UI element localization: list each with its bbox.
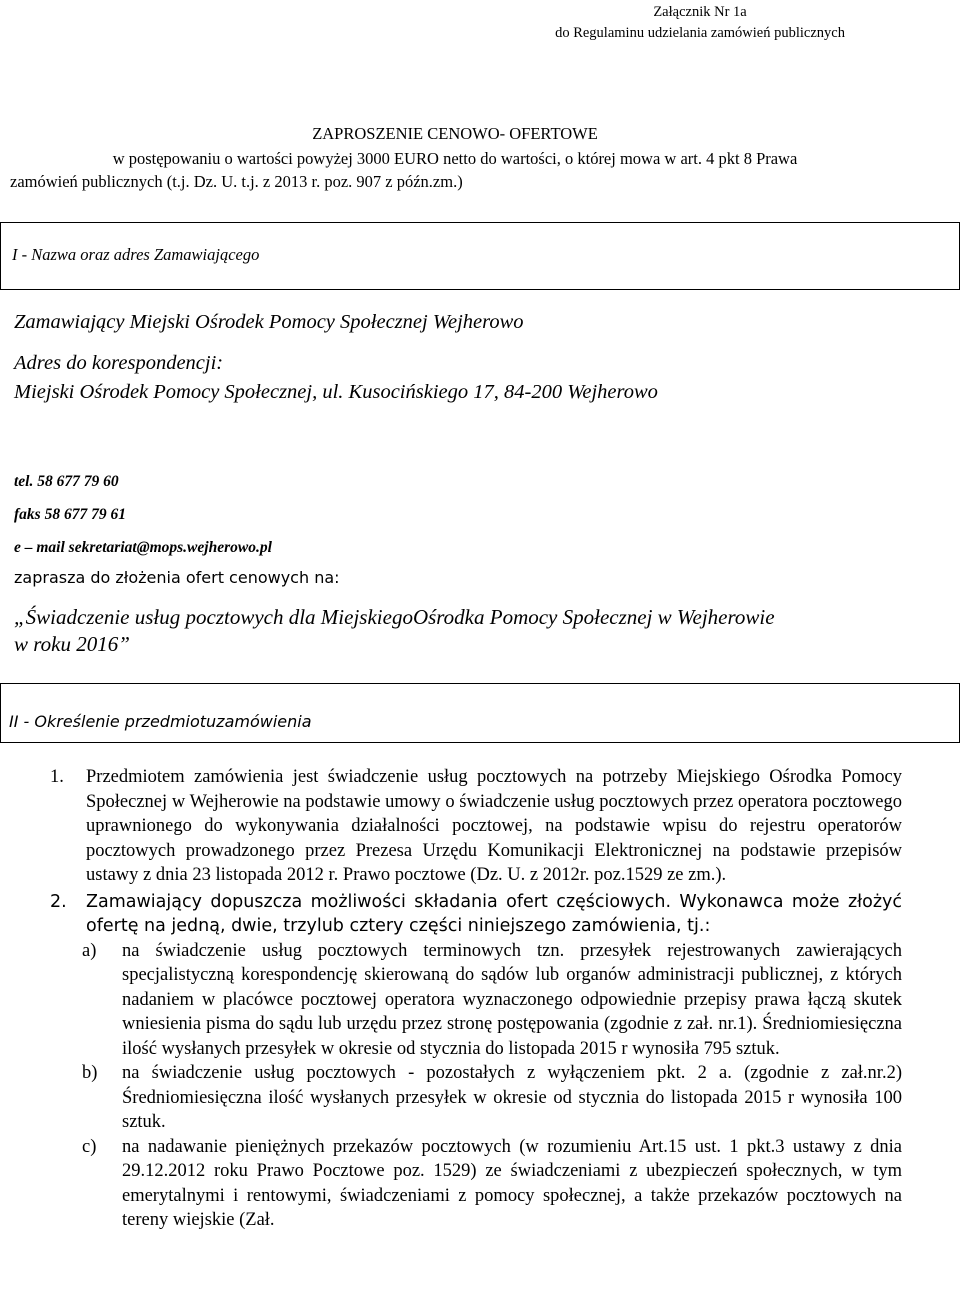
list-item bbox=[50, 890, 902, 939]
invitation-text: zaprasza do złożenia ofert cenowych na: bbox=[14, 568, 340, 587]
item-text: Zamawiający dopuszcza możliwości składania ofert częściowych. Wykonawca może złożyć ofertę na jedną, dwie, trzylub cztery części niniejszego zamówienia, tj.: bbox=[86, 891, 902, 936]
sub-list-item bbox=[50, 939, 902, 1062]
order-subject-list bbox=[50, 765, 902, 1233]
item-text: Przedmiotem zamówienia jest świadczenie usług pocztowych na potrzeby Miejskiego Ośrodka Pomocy Społecznej w Wejherowie na podstawie umowy o świadczenie usług pocztowych przez operatora pocztowego uprawnionego do wykonywania działalności pocztowej, na podstawie wpisu do rejestru operatorów pocztowych prowadzonego przez Prezesa Urzędu Komunikacji Elektronicznej na podstawie przepisów ustawy z dnia 23 listopada 2012 r. Prawo pocztowe (Dz. U. z 2012r. poz.1529 ze zm.). bbox=[86, 767, 902, 885]
item-text: na świadczenie usług pocztowych - pozostałych z wyłączeniem pkt. 2 a. (zgodnie z zał.nr.2) Średniomiesięczna ilość wysłanych przesyłek w okresie od stycznia do listopada 2015 r wynosiła 100 sztuk. bbox=[122, 1063, 902, 1132]
orderer-block bbox=[14, 308, 658, 419]
sub-list-item bbox=[50, 1061, 902, 1135]
contact-block bbox=[14, 465, 272, 564]
item-text: na świadczenie usług pocztowych terminowych tzn. przesyłek rejestrowanych zawierających specjalistyczną korespondencję skierowaną do sądów lub organów administracji publicznej, z których nadaniem w placówce pocztowej operatora wyznaczonego odpowiednie przepisy prawa łączą skutek wniesienia pisma do sądu lub urzędu przez stronę postępowania (zgodnie z zał. nr.1). Średniomiesięczna ilość wysłanych przesyłek w okresie od stycznia do listopada 2015 r wynosiła 795 sztuk. bbox=[122, 940, 902, 1059]
attachment-note bbox=[555, 2, 845, 44]
section-heading-orderer: I - Nazwa oraz adres Zamawiającego bbox=[0, 222, 960, 290]
fax-number: faks 58 677 79 61 bbox=[14, 506, 126, 523]
item-number: 2. bbox=[50, 891, 67, 912]
correspondence-label: Adres do korespondencji: bbox=[14, 352, 224, 374]
attachment-regulation: do Regulaminu udzielania zamówień publicznych bbox=[555, 25, 845, 41]
list-item bbox=[50, 765, 902, 888]
sub-list-item bbox=[50, 1135, 902, 1233]
item-number: 1. bbox=[50, 767, 64, 787]
document-subtitle-line1: w postępowaniu o wartości powyżej 3000 EURO netto do wartości, o której mowa w art. 4 pkt 8 Prawa bbox=[112, 149, 798, 168]
item-letter: c) bbox=[82, 1136, 97, 1157]
document-header bbox=[10, 122, 900, 193]
document-title: ZAPROSZENIE CENOWO- OFERTOWE bbox=[312, 124, 598, 143]
item-letter: a) bbox=[82, 940, 97, 961]
phone-number: tel. 58 677 79 60 bbox=[14, 473, 119, 490]
item-text: na nadawanie pieniężnych przekazów pocztowych (w rozumieniu Art.15 ust. 1 pkt.3 ustawy z dnia 29.12.2012 roku Prawo Pocztowe poz. 1529) ze świadczeniami z ubezpieczeń społecznych, w tym emerytalnymi i rentowymi, świadczeniami z pomocy społecznej, a także przekazów pocztowych na tereny wiejskie (Zał. bbox=[122, 1136, 902, 1230]
email-address: e – mail sekretariat@mops.wejherowo.pl bbox=[14, 539, 272, 556]
attachment-number: Załącznik Nr 1a bbox=[653, 4, 747, 20]
orderer-name: Zamawiający Miejski Ośrodek Pomocy Społecznej Wejherowo bbox=[14, 311, 524, 333]
service-title-line2: w roku 2016” bbox=[14, 632, 130, 656]
orderer-address: Miejski Ośrodek Pomocy Społecznej, ul. Kusocińskiego 17, 84-200 Wejherowo bbox=[14, 381, 658, 403]
item-letter: b) bbox=[82, 1063, 98, 1083]
service-title bbox=[14, 604, 914, 658]
document-subtitle-line2: zamówień publicznych (t.j. Dz. U. t.j. z 2013 r. poz. 907 z późn.zm.) bbox=[10, 172, 463, 191]
service-title-line1: „Świadczenie usług pocztowych dla MiejskiegoOśrodka Pomocy Społecznej w Wejherowie bbox=[14, 605, 775, 629]
section-heading-subject: II - Określenie przedmiotuzamówienia bbox=[0, 683, 960, 743]
